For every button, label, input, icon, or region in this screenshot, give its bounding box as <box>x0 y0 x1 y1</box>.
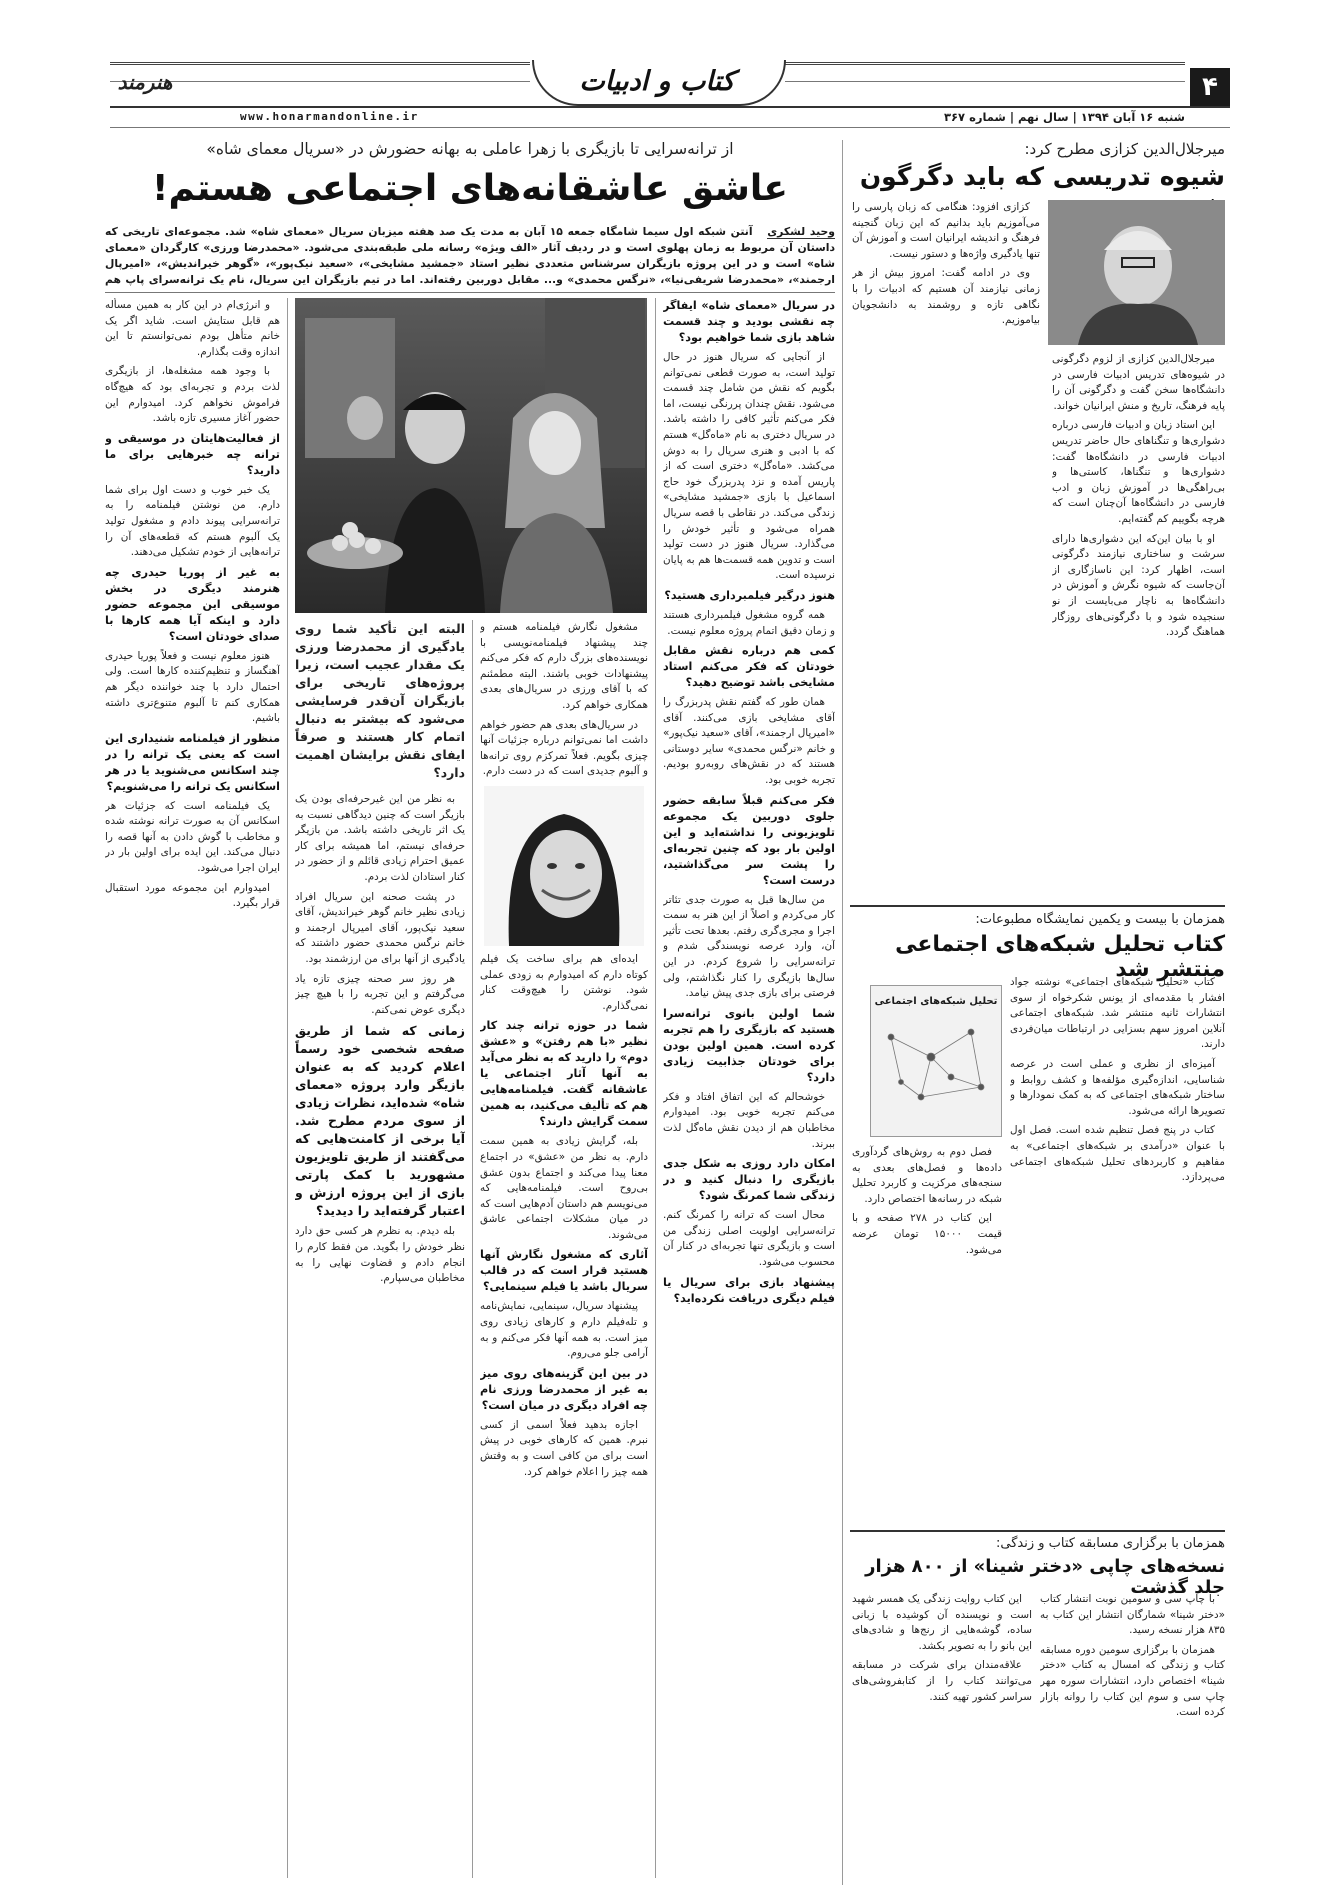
answer: ایده‌ای هم برای ساخت یک فیلم کوتاه دارم که امیدوارم به زودی عملی شود. نوشتن را هیچ‌وقت کنار نمی‌گذارم. <box>480 952 648 1012</box>
article2-paragraph: وی در ادامه گفت: امروز بیش از هر زمانی نیازمند آن هستیم که ادبیات را با نگاهی تازه و روشمند به دانشجویان بیاموزیم. <box>852 267 1040 327</box>
page-number: ۴ <box>1202 72 1218 102</box>
question: فکر می‌کنم قبلاً سابقه حضور جلوی دوربین یک مجموعه تلویزیونی را نداشته‌اید و این اولین بار بود که چنین تجربه‌ای را پشت سر می‌گذاشتید، درست است؟ <box>663 793 835 887</box>
answer: همه گروه مشغول فیلمبرداری هستند و زمان دقیق اتمام پروژه معلوم نیست. <box>663 608 835 637</box>
lead-text: آنتن شبکه اول سیما شامگاه جمعه ۱۵ آبان به مدت یک صد هفته میزبان سریال «معمای شاه» شد. مجموعه‌ای تاریخی که داستان آن مربوط به زمان پهلوی است و در ردیف آثار «الف ویژه» رسانه ملی طبقه‌بندی می‌شود. «محمدرضا ورزی» کارگردان «معمای شاه» است و در این پروژه بازیگران سرشناس متعددی نظیر استاد «جمشید مشایخی»، «سعید نیک‌پور»، «گوهر خیراندیش»، «امیرپال ارجمند»، «محمدرضا شریفی‌نیا»، «نرگس محمدی» و... مقابل دوربین رفته‌اند. اما در تیم بازیگران این سریال، نام یک ترانه‌سرای پاپ هم <box>105 225 835 286</box>
answer: مشغول نگارش فیلمنامه هستم و چند پیشنهاد فیلمنامه‌نویسی با نویسنده‌های بزرگ دارم که فکر می‌کنم پیشنهادات خوبی باشند. البته مطمئنم که با آقای ورزی در سریال‌های بعدی همکاری خواهم کرد. <box>480 621 648 711</box>
question: منظور از فیلمنامه شنیداری این است که یعنی یک ترانه را در چند اسکانس می‌شنوید یا در هر اسکانس یک ترانه را می‌شنویم؟ <box>105 731 280 793</box>
article2-paragraph: میرجلال‌الدین کزازی از لزوم دگرگونی در شیوه‌های تدریس ادبیات فارسی در دانشگاه‌ها سخن گفت و دگرگونی آن را پایه فرهنگ، تاریخ و منش ایرانیان خواند. <box>1052 353 1225 412</box>
byline: وحید لشکری <box>767 225 835 238</box>
main-lead <box>105 224 835 290</box>
question: آثاری که مشغول نگارش آنها هستید قرار است که در قالب سریال باشد یا فیلم سینمایی؟ <box>480 1248 648 1294</box>
article2-body-right <box>1052 352 1225 902</box>
article2-paragraph: این استاد زبان و ادبیات فارسی درباره دشواری‌ها و تنگناهای حال حاضر تدریس ادبیات فارسی در دانشگاه‌ها گفت: دشواری‌ها و تنگناها، کاستی‌ها و بی‌راهگی‌ها در آموزش زبان و ادب فارسی در دانشگاه‌ها آن‌چنان است که هرچه بگوییم کم گفته‌ایم. <box>1052 419 1225 525</box>
article3-body-right <box>1010 975 1225 1305</box>
answer: با وجود همه مشغله‌ها، از بازیگری لذت بردم و تجربه‌ای بود که هیچ‌گاه فراموش نخواهم کرد. امیدوارم این حضور آغاز مسیری تازه باشد. <box>105 365 280 425</box>
book-cover <box>870 985 1002 1137</box>
main-col-divider-3 <box>287 298 288 1878</box>
article3-title: کتاب تحلیل شبکه‌های اجتماعی منتشر شد <box>895 932 1225 982</box>
page-number-box <box>1190 68 1230 106</box>
article3-paragraph: کتاب در پنج فصل تنظیم شده است. فصل اول با عنوان «درآمدی بر شبکه‌های اجتماعی» به مفاهیم و کاربردهای تحلیل شبکه‌های اجتماعی می‌پردازد. <box>1010 1124 1225 1184</box>
answer: یک فیلمنامه است که جزئیات هر اسکانس آن به صورت ترانه نوشته شده و مخاطب با گوش دادن به آنها قصه را دنبال می‌کند. این ایده برای اولین بار در ایران اجرا می‌شود. <box>105 799 280 875</box>
network-graph-icon <box>871 1007 1001 1117</box>
answer: هر روز سر صحنه چیزی تازه یاد می‌گرفتم و این تجربه را با هیچ چیز دیگری عوض نمی‌کنم. <box>295 972 465 1016</box>
article4-kicker: همزمان با برگزاری مسابقه کتاب و زندگی: <box>995 1536 1225 1551</box>
question: امکان دارد روزی به شکل جدی بازیگری را دنبال کنید و در زندگی شما کمرنگ شود؟ <box>663 1157 835 1203</box>
article4-paragraph: علاقه‌مندان برای شرکت در مسابقه می‌توانند کتاب را از کتابفروشی‌های سراسر کشور تهیه کنند. <box>852 1659 1032 1703</box>
article4-body-right <box>1040 1592 1225 1882</box>
article3-paragraph: این کتاب در ۲۷۸ صفحه و با قیمت ۱۵۰۰۰ تومان عرضه می‌شود. <box>852 1212 1002 1256</box>
question: در بین این گزینه‌های روی میز به غیر از محمدرضا ورزی نام چه افراد دیگری در میان است؟ <box>480 1366 648 1412</box>
answer: محال است که ترانه را کمرنگ کنم. ترانه‌سرایی اولویت اصلی زندگی من است و بازیگری تنها تجربه‌ای در کنار آن محسوب می‌شود. <box>663 1209 835 1268</box>
article4-title: نسخه‌های چاپی «دختر شینا» از ۸۰۰ هزار جلد گذشت <box>865 1556 1225 1598</box>
answer: در سریال‌های بعدی هم حضور خواهم داشت اما نمی‌توانم درباره جزئیات آنها چیزی بگویم. فعلاً تمرکزم روی ترانه‌ها و آلبوم جدیدی است که در دست دارم. <box>480 718 648 778</box>
article4-paragraph: این کتاب روایت زندگی یک همسر شهید است و نویسنده آن کوشیده با زبانی ساده، گوشه‌هایی از رنج‌ها و شادی‌های این بانو را به تصویر بکشد. <box>852 1593 1032 1652</box>
article2-bottom-rule <box>850 905 1225 907</box>
article2-paragraph: کزازی افزود: هنگامی که زبان پارسی را می‌آموزیم باید بدانیم که این زبان گنجینه فرهنگ و اندیشه ایرانیان است و آموزش آن تنها یادگیری واژه‌ها و دستور نیست. <box>852 201 1040 260</box>
question: در سریال «معمای شاه» ایفاگر چه نقشی بودید و چند قسمت شاهد بازی شما خواهیم بود؟ <box>663 299 835 344</box>
article2-kicker: میرجلال‌الدین کزازی مطرح کرد: <box>1024 140 1225 158</box>
website-link[interactable]: www.honarmandonline.ir <box>240 110 419 123</box>
answer: در پشت صحنه این سریال افراد زیادی نظیر خانم گوهر خیراندیش، آقای سعید نیک‌پور، آقای امیرپال ارجمند و خانم نرگس محمدی حضور داشتند که یادگیری از آنها برای من ارزشمند بود. <box>295 890 465 965</box>
question: شما اولین بانوی ترانه‌سرا هستید که بازیگری را هم تجربه کرده است. همین اولین بودن برای خودتان جذابیت زیادی دارد؟ <box>663 1006 835 1084</box>
question: زمانی که شما از طریق صفحه شخصی خود رسماً اعلام کردید که به عنوان بازیگر وارد پروژه «معمای شاه» شده‌اید، نظرات زیادی از سوی مردم مطرح شد. آیا برخی از کامنت‌هایی که می‌گفتند از طریق تلویزیون مشهورید با کمک پارتی بازی از این پروژه ارزش و اعتبار گرفته‌اید را دیدید؟ <box>295 1023 465 1219</box>
series-photo <box>295 298 647 613</box>
main-column-1 <box>663 298 835 1878</box>
issue-info: شنبه ۱۶ آبان ۱۳۹۴ | سال نهم | شماره ۳۶۷ <box>944 110 1185 124</box>
main-column-4 <box>105 298 280 1878</box>
pull-quote: البته این تأکید شما روی یادگیری از محمدرضا ورزی یک مقدار عجیب است، زیرا پروژه‌های تاریخی برای بازیگران آن‌قدر فرسایشی می‌شود که بیشتر به دنبال اتمام کار هستند و صرفاً ایفای نقش برایشان اهمیت دارد؟ <box>295 621 465 780</box>
article3-paragraph: کتاب «تحلیل شبکه‌های اجتماعی» نوشته جواد افشار با مقدمه‌ای از یونس شکرخواه از سوی انتشارات ثانیه منتشر شد. شبکه‌های اجتماعی آنلاین امروز سهم بسزایی در ارتباطات میان‌فردی دارند. <box>1010 976 1225 1051</box>
article2-title: شیوه تدریسی که باید دگرگون <box>859 162 1225 191</box>
main-column-2 <box>480 620 648 1878</box>
main-kicker: از ترانه‌سرایی تا بازیگری با زهرا عاملی به بهانه حضورش در «سریال معمای شاه» <box>206 140 734 158</box>
article2-paragraph: او با بیان این‌که این دشواری‌ها دارای سرشت و ساختاری نیازمند دگرگونی است، اظهار کرد: این ناسازگاری از آن‌جاست که شیوه نگرش و آموزش در دانشگاه‌ها به ناچار می‌بایست از نو سنجیده شود و با دگرگونی‌های روزگار هماهنگ گردد. <box>1052 532 1225 639</box>
question: هنوز درگیر فیلمبرداری هستید؟ <box>664 588 835 602</box>
answer: و انرژی‌ام در این کار به همین مسأله هم قابل ستایش است. شاید اگر یک خانم متأهل بودم نمی‌توانستم تا این اندازه وقت بگذارم. <box>105 299 280 358</box>
answer: همان طور که گفتم نقش پدربزرگ را آقای مشایخی بازی می‌کنند. آقای «امیرپال ارجمند»، آقای «سعید نیک‌پور» و خانم «نرگس محمدی» سایر دوستانی هستند که در نقش‌های روبه‌رو بودیم. تجربه خوبی بود. <box>663 696 835 787</box>
main-col-divider-1 <box>655 298 656 1878</box>
answer: امیدوارم این مجموعه مورد استقبال قرار بگیرد. <box>105 881 280 910</box>
zahra-ameli-portrait-image <box>484 786 644 946</box>
kazazi-portrait-image <box>1048 200 1225 345</box>
question: پیشنهاد بازی برای سریال یا فیلم دیگری دریافت نکرده‌اید؟ <box>663 1275 835 1305</box>
book-cover-title: تحلیل شبکه‌های اجتماعی <box>874 996 998 1007</box>
article3-paragraph: فصل دوم به روش‌های گردآوری داده‌ها و فصل‌های بعدی به سنجه‌های مرکزیت و کاربرد تحلیل شبکه در رسانه‌ها اختصاص دارد. <box>852 1146 1002 1205</box>
main-column-3 <box>295 620 465 1878</box>
main-lead-rule <box>105 292 835 293</box>
answer: بله، گرایش زیادی به همین سمت دارم. به نظر من «عشق» در اجتماع معنا پیدا می‌کند و اجتماع بدون عشق بی‌روح است. فیلمنامه‌هایی که می‌نویسم هم داستان آدم‌هایی است که در میان مشکلات اجتماعی عاشق می‌شوند. <box>480 1135 648 1241</box>
answer: پیشنهاد سریال، سینمایی، نمایش‌نامه و تله‌فیلم دارم و کار‌های زیادی روی میز است. به همه آنها فکر می‌کنم و به آرامی جلو می‌روم. <box>480 1300 648 1360</box>
section-title: کتاب و ادبیات <box>579 66 735 97</box>
article4-paragraph: با چاپ سی و سومین نوبت انتشار کتاب «دختر شینا» شمارگان انتشار این کتاب به ۸۳۵ هزار نسخه رسید. <box>1040 1593 1225 1637</box>
header-rule-bottom <box>110 127 1230 128</box>
answer: من سال‌ها قبل به صورت جدی تئاتر کار می‌کردم و اصلاً از این هنر به سمت اجرا و مجری‌گری رفتم. بعدها تحت تأثیر آن، وارد عرصه نویسندگی شدم و ترانه‌سرایی را شروع کردم. در این سال‌ها بازیگری را کنار نگذاشتم، ولی فرصتی برای بازی جدی پیش نیامد. <box>663 893 835 1000</box>
answer: به نظر من این غیرحرفه‌ای بودن یک بازیگر است که چنین دیدگاهی نسبت به یک اثر تاریخی داشته باشد. من بازیگر حرفه‌ای نیستم، اما همیشه برای کار عمیق احترام زیادی قائلم و از حضور در کنار استادان لذت بردم. <box>295 793 465 883</box>
article3-paragraph: آمیزه‌ای از نظری و عملی است در عرصه شناسایی، اندازه‌گیری مؤلفه‌ها و کشف روابط و ساختار شبکه‌های اجتماعی که به کمک نمودارها و تصویرها ارائه می‌شود. <box>1010 1057 1225 1117</box>
article4-body-left <box>852 1592 1032 1882</box>
article3-body-left <box>852 1145 1002 1305</box>
answer: یک خبر خوب و دست اول برای شما دارم. من نوشتن فیلمنامه را به ترانه‌سرایی پیوند دادم و مشغول تولید یک آلبوم هستم که قطعه‌های آن را ترانه‌هایی از خودم تشکیل می‌دهند. <box>105 483 280 559</box>
article2-body-left <box>852 200 1040 900</box>
kazazi-photo <box>1048 200 1225 345</box>
main-col-divider-2 <box>472 620 473 1878</box>
main-title: عاشق عاشقانه‌های اجتماعی هستم! <box>152 168 788 209</box>
question: شما در حوزه ترانه چند کار نظیر «با هم رفتن» و «عشق دوم» را دارید که به نظر می‌آید به آنها آثار اجتماعی یا عاشقانه گفت. فیلمنامه‌هایی هم که تألیف می‌کنید، به همین سمت گرایش دارند؟ <box>480 1019 648 1129</box>
answer: اجازه بدهید فعلاً اسمی از کسی نبرم. همین که کارهای خوبی در پیش است برای من کافی است و به وقتش همه چیز را اعلام خواهم کرد. <box>480 1418 648 1478</box>
column-divider-main <box>842 140 843 1885</box>
answer: بله دیدم. به نظرم هر کسی حق دارد نظر خودش را بگوید. من فقط کارم را انجام دادم و قضاوت نهایی را به مخاطبان می‌سپارم. <box>295 1225 465 1285</box>
series-scene-image <box>295 298 647 613</box>
question: از فعالیت‌هایتان در موسیقی و ترانه چه خبرهایی برای ما دارید؟ <box>105 431 280 477</box>
article4-paragraph: همزمان با برگزاری سومین دوره مسابقه کتاب و زندگی که امسال به کتاب «دختر شینا» اختصاص دارد، انتشارات سوره مهر چاپ سی و سوم این کتاب را روانه بازار کرده است. <box>1040 1643 1225 1719</box>
question: به غیر از پوریا حیدری چه هنرمند دیگری در بخش موسیقی این مجموعه حضور دارد و اینکه آیا همه کارها با صدای خودتان است؟ <box>105 565 280 643</box>
header-ornament-right <box>785 62 1185 82</box>
article3-bottom-rule <box>850 1530 1225 1532</box>
answer: از آنجایی که سریال هنوز در حال تولید است، به صورت قطعی نمی‌توانم بگویم که نقش من شامل چند قسمت می‌شود. نقش چندان پررنگی نیست، اما فکر می‌کنم تأثیر کافی را داشته باشد. در سریال دختری به نام «ماه‌گل» هستم که با ادبی و هنری سریال را به دوش می‌کشد. «ماه‌گل» دختری است که از پاریس آمده و نزد پدربزرگ خود حاج اسماعیل با بازی «جمشید مشایخی» زندگی می‌کند. در نقاطی با قصه سریال همراه می‌شود و تأثیر خودش را می‌گذارد. سریال هنوز در دست تولید است و تدوین همه قسمت‌ها هم به پایان نرسیده است. <box>663 351 835 582</box>
masthead-logo: هنرمند <box>117 70 173 94</box>
answer: هنوز معلوم نیست و فعلاً پوریا حیدری آهنگساز و تنظیم‌کننده کارها است. ولی احتمال دارد با چند خواننده دیگر هم همکاری کنم تا آلبوم متنوع‌تری داشته باشیم. <box>105 649 280 725</box>
question: کمی هم درباره نقش مقابل خودتان که فکر می‌کنم استاد مشایخی باشد توضیح دهید؟ <box>663 644 835 690</box>
article3-kicker: همزمان با بیست و یکمین نمایشگاه مطبوعات: <box>975 912 1225 927</box>
answer: خوشحالم که این اتفاق افتاد و فکر می‌کنم تجربه خوبی بود. امیدوارم مخاطبان هم از دیدن نقش ماه‌گل لذت ببرند. <box>663 1090 835 1150</box>
portrait-photo <box>484 786 644 946</box>
